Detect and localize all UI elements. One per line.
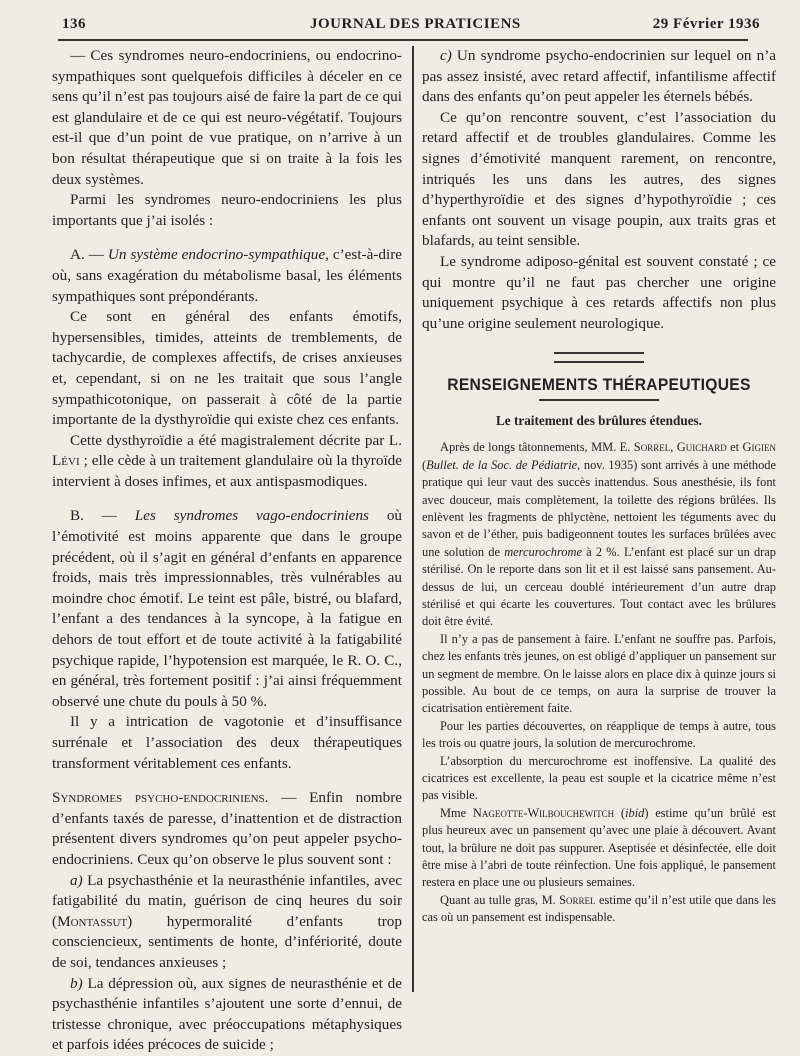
paragraph: Cette dysthyroïdie a été magistralement décrite par L. Lévi ; elle cède à un traitement glandulaire où la thyroïde intervient à doses infimes, et aux antispasmodiques. <box>52 431 402 490</box>
paragraph: a) La psychasthénie et la neurasthénie infantiles, avec fatigabilité du matin, guérison de cinq heures du soir (Montassut) hypermoralité d’enfants trop consciencieux, sentiments de honte, d’infériorité, doute de soi, tendances anxieuses ; <box>52 871 402 971</box>
ornament-rule <box>554 352 644 363</box>
paragraph: Syndromes psycho-endocriniens. — Enfin nombre d’enfants taxés de paresse, d’inattention et de distraction présentent divers syndromes qu’on peut appeler psycho-endocriniens. Ceux qu’on observe le plus souvent sont : <box>52 789 402 868</box>
paragraph: L’absorption du mercurochrome est inoffensive. La qualité des cicatrices est excellente, la peau est souple et la cicatrice même n’est pas visible. <box>422 753 776 803</box>
page-number: 136 <box>62 16 86 32</box>
page-header <box>0 0 800 44</box>
title-rule <box>539 399 659 401</box>
paragraph: — Ces syndromes neuro-endocriniens, ou endocrino-sympathiques sont quelquefois difficiles à déceler en ce sens qu’il n’est pas toujours aisé de faire la part de ce qui est glandulaire et de ce qui est neuro-végétatif. Toujours est-il que d’un point de vue pratique, on n’arrive à un bon résultat thérapeutique que si on traite à la fois les deux systèmes. <box>52 47 402 188</box>
paragraph: Après de longs tâtonnements, MM. E. Sorrel, Guichard et Gigien (Bullet. de la Soc. de Pédiatrie, nov. 1935) sont arrivés à une méthode pratique qui leur vaut des succès inattendus. Sous anesthésie, ils font avec douceur, mais complètement, la toilette des régions brûlées. Ils enlèvent les fragments de phlyctène, nettoient les téguments avec du savon et de l’éther, puis badigeonnent toutes les surfaces brûlées avec une solution de mercurochrome à 2 %. L’enfant est placé sur un drap stérilisé. On le reporte dans son lit et il est laissé sans pansement. Au-dessus de lui, un cerceau doublé intérieurement d’un autre drap stérilisé et qui écarte les couvertures. Tout contact avec les brûlures doit être évité. <box>422 440 777 629</box>
right-column <box>422 46 776 927</box>
subsection-title: Le traitement des brûlures étendues. <box>496 413 702 429</box>
header-rule <box>58 39 748 41</box>
left-column <box>52 46 402 1056</box>
paragraph: Ce qu’on rencontre souvent, c’est l’association du retard affectif et de troubles glandulaires. Comme les signes d’émotivité manquent rarement, on rencontre, intriqués les uns dans les autres, des signes d’hyperthyroïdie et des signes d’hypothyroïdie ; ces enfants ont souvent un visage poupin, aux traits gras et blafards, au teint sensible. <box>422 108 776 250</box>
section-title: RENSEIGNEMENTS THÉRAPEUTIQUES <box>447 375 751 395</box>
paragraph: b) La dépression où, aux signes de neurasthénie et de psychasthénie infantiles s’ajoutent une sorte d’ennui, de tristesse chronique, avec préoccupations métaphysiques et parfois idées précoces de suicide ; <box>52 974 402 1054</box>
column-divider <box>412 46 414 992</box>
paragraph: Il y a intrication de vagotonie et d’insuffisance surrénale et l’association des deux thérapeutiques transforment véritablement ces enfants. <box>52 713 402 772</box>
paragraph: Ce sont en général des enfants émotifs, hypersensibles, timides, atteints de tremblements, de tachycardie, de complexes affectifs, de crises anxieuses et, cependant, si on ne les traitait que sous l’angle sympathicotonique, on passerait à côté de la partie importante de la dysthyroïdie qui existe chez ces enfants. <box>52 308 402 429</box>
article-continuation <box>422 46 776 334</box>
paragraph: Quant au tulle gras, M. Sorrel estime qu’il n’est utile que dans les cas où un pansement est indispensable. <box>422 892 777 925</box>
paragraph: A. — Un système endocrino-sympathique, c’est-à-dire où, sans exagération du métabolisme basal, les éléments sympathiques sont prépondérants. <box>52 246 403 305</box>
therapeutic-notes <box>422 439 776 926</box>
issue-date: 29 Février 1936 <box>652 16 760 32</box>
paragraph: c) Un syndrome psycho-endocrinien sur lequel on n’a pas assez insisté, avec retard affectif, infantilisme affectif dans des enfants qu’on peut appeler les éternels bébés. <box>422 47 776 106</box>
paragraph: B. — Les syndromes vago-endocriniens où l’émotivité est moins apparente que dans le groupe précédent, où il s’agit en général d’enfants en apparence froids, mais très impressionnables, très vulnérables au moindre choc émotif. Le teint est pâle, bistré, ou blafard, l’enfant a des tendances à la syncope, à la fatigue en dehors de tout effort et de toute activité à la fatigabilité psychique rapide, l’hypotension est marquée, le R. O. C., en général, très fortement positif : j’ai ainsi fréquemment observé une chute du pouls à 50 %. <box>52 507 403 710</box>
paragraph: Parmi les syndromes neuro-endocriniens les plus importants que j’ai isolés : <box>52 191 402 229</box>
paragraph: Le syndrome adiposo-génital est souvent constaté ; ce qui montre qu’il ne faut pas chercher une origine uniquement psychique à ces retards affectifs non plus qu’une origine seulement neurologique. <box>422 252 776 332</box>
journal-title: JOURNAL DES PRATICIENS <box>310 16 521 32</box>
paragraph: Pour les parties découvertes, on réapplique de temps à autre, tous les trois ou quatre jours, la solution de mercurochrome. <box>422 718 776 751</box>
paragraph: Il n’y a pas de pansement à faire. L’enfant ne souffre pas. Parfois, chez les enfants très jeunes, on est obligé d’appliquer un pansement sur un segment de membre. On le laisse alors en place dix à quinze jours si possible. Au bout de ce temps, on aura la surprise de trouver la cicatrisation entièrement faite. <box>422 631 776 716</box>
paragraph: Mme Nageotte-Wilbouchewitch (ibid) estime qu’un brûlé est plus heureux avec un pansement qu’avec une plaie à découvert. Avant tout, la brûlure ne doit pas suppurer. Aseptisée et désinfectée, elle doit être mise à l’abri de toute réinfection. Une fois appliqué, le pansement restera en place une ou plusieurs semaines. <box>422 805 776 890</box>
